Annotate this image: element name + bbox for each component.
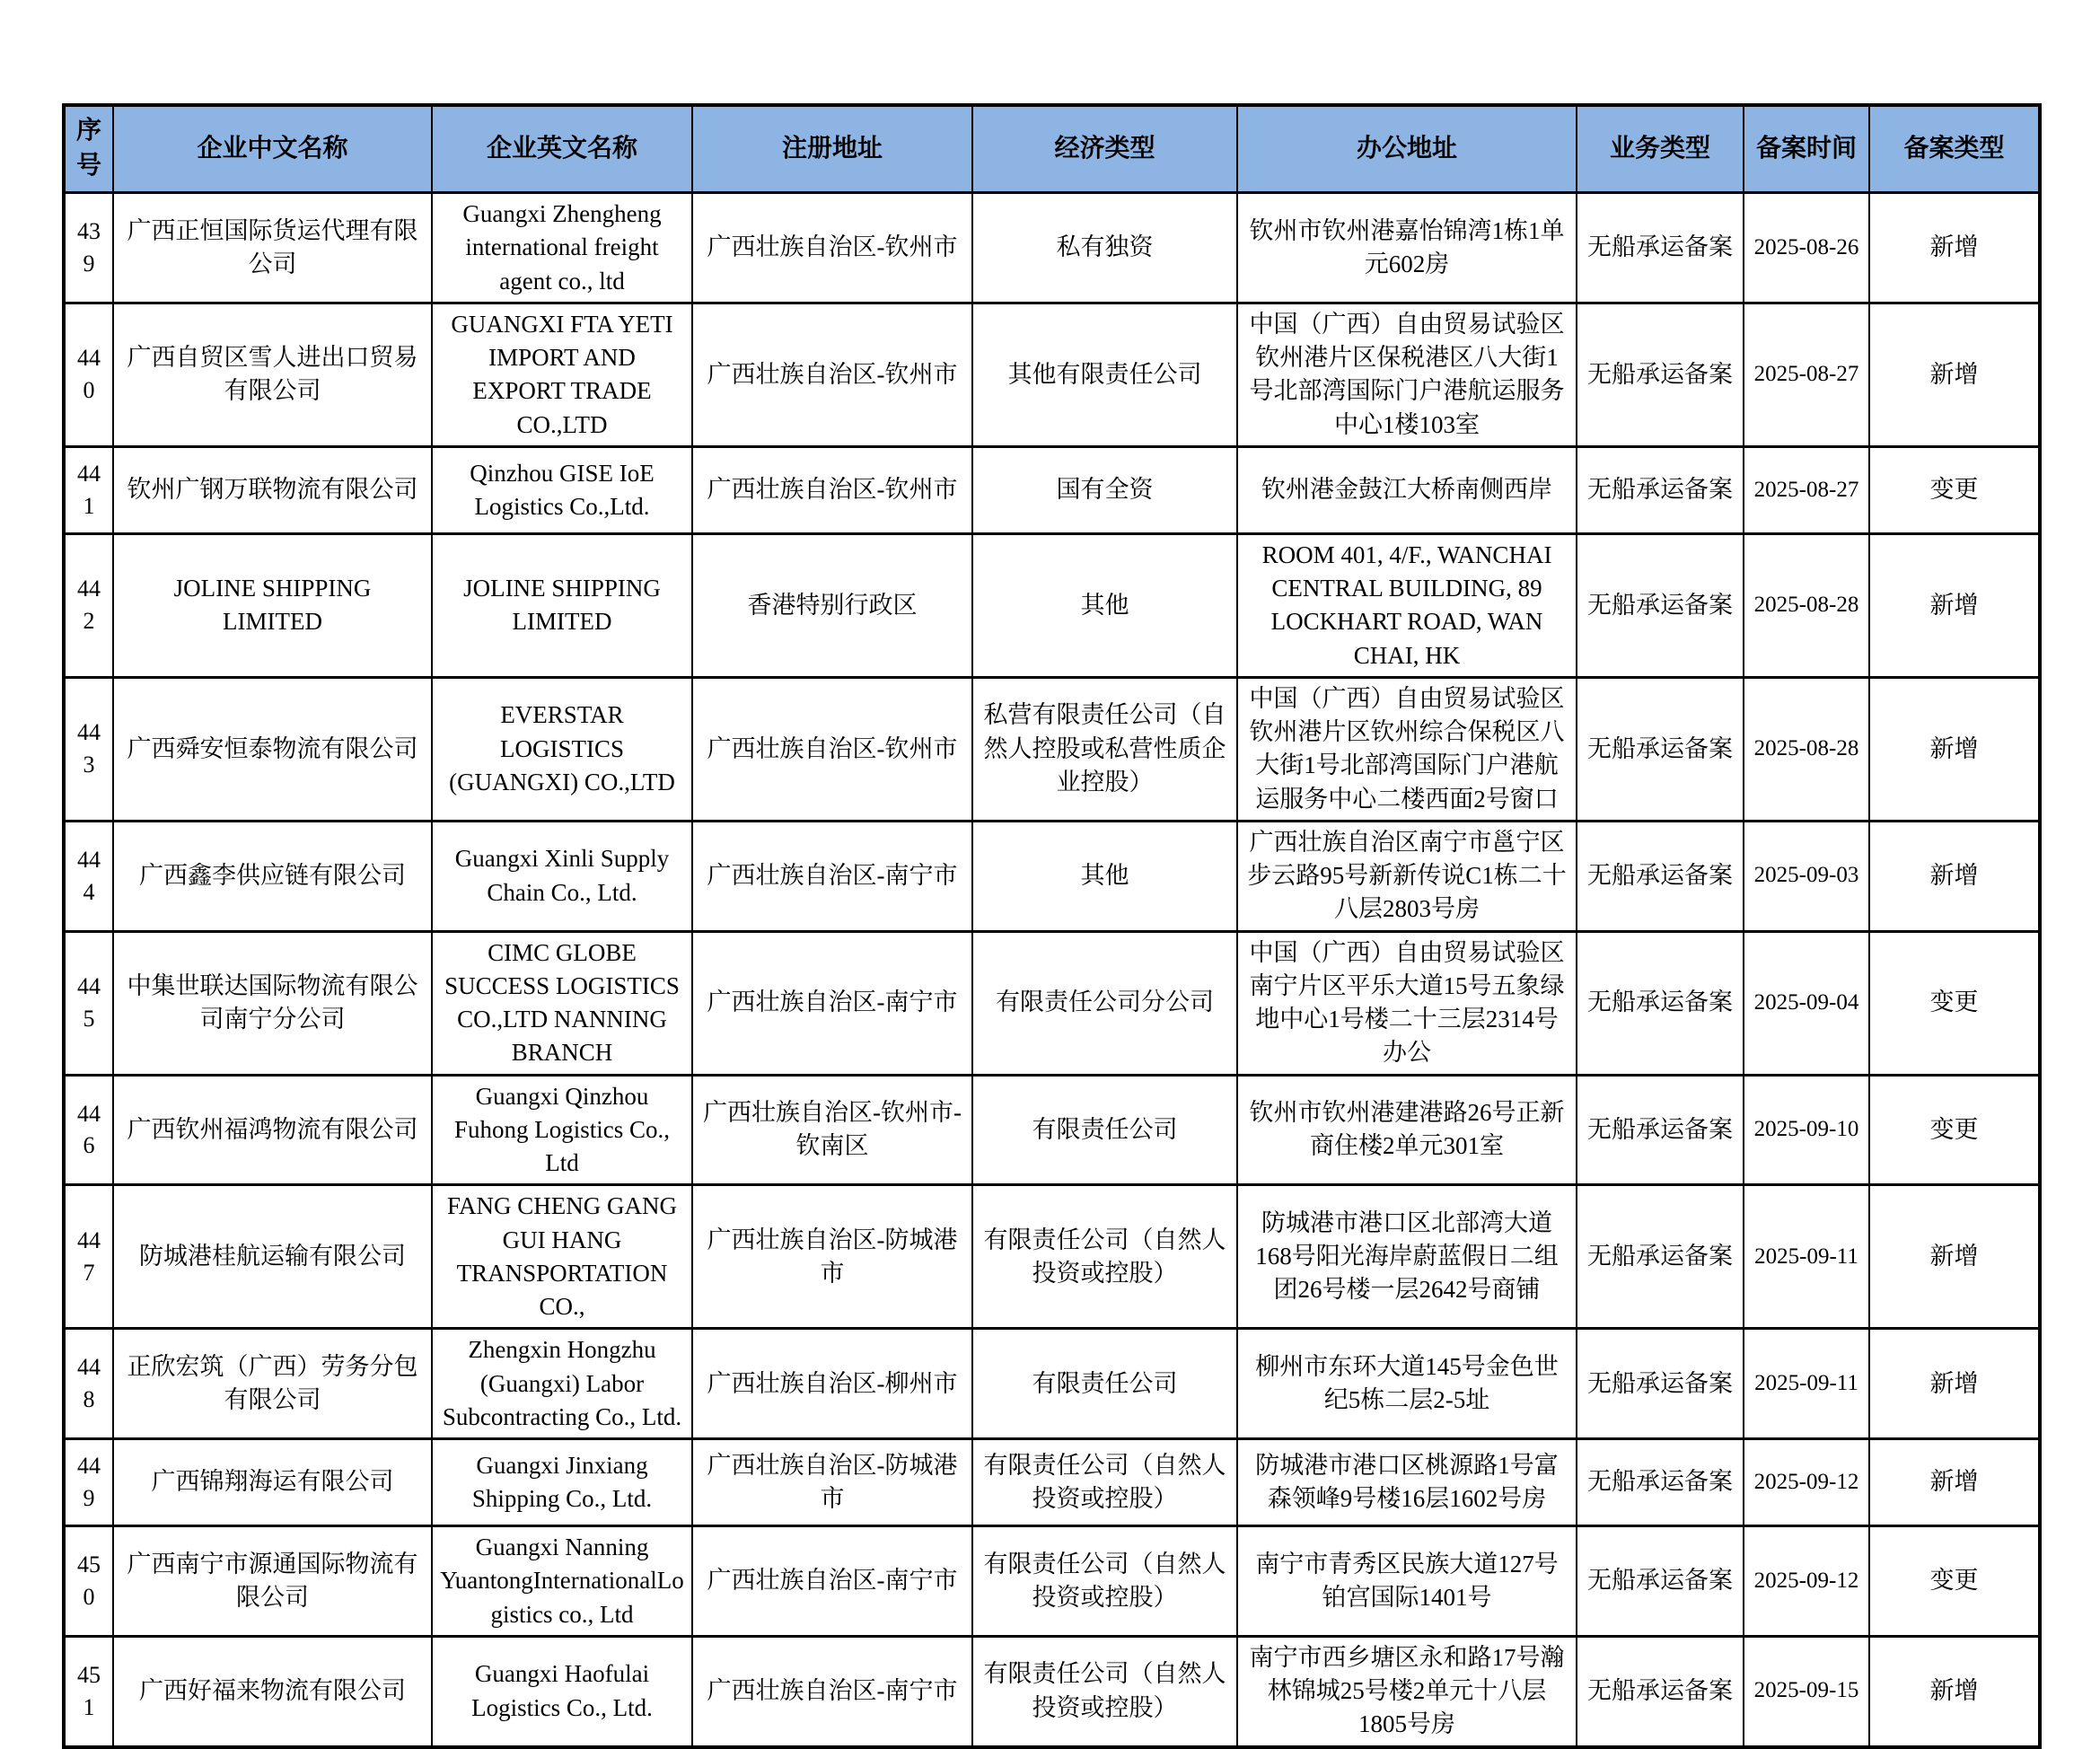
cell-filing-date: 2025-08-28 xyxy=(1744,677,1869,821)
cell-cn-name: 广西自贸区雪人进出口贸易有限公司 xyxy=(113,303,432,446)
cell-office-address: 柳州市东环大道145号金色世纪5栋二层2-5址 xyxy=(1237,1329,1577,1439)
cell-economic-type: 有限责任公司（自然人投资或控股） xyxy=(972,1439,1237,1526)
cell-en-name: FANG CHENG GANG GUI HANG TRANSPORTATION CO., xyxy=(432,1185,692,1329)
cell-reg-address: 广西壮族自治区-南宁市 xyxy=(692,1636,972,1746)
header-cell-reg-address: 注册地址 xyxy=(692,105,972,193)
cell-filing-type: 新增 xyxy=(1869,193,2040,303)
cell-filing-type: 变更 xyxy=(1869,1075,2040,1185)
cell-seq: 441 xyxy=(64,446,113,533)
cell-filing-type: 变更 xyxy=(1869,1526,2040,1637)
cell-cn-name: 广西鑫李供应链有限公司 xyxy=(113,821,432,931)
cell-office-address: 南宁市西乡塘区永和路17号瀚林锦城25号楼2单元十八层1805号房 xyxy=(1237,1636,1577,1746)
header-cell-business-type: 业务类型 xyxy=(1577,105,1744,193)
header-cell-cn-name: 企业中文名称 xyxy=(113,105,432,193)
cell-filing-type: 新增 xyxy=(1869,821,2040,931)
table-row xyxy=(64,931,2040,1075)
table-row xyxy=(64,303,2040,446)
cell-economic-type: 其他 xyxy=(972,533,1237,677)
cell-reg-address: 广西壮族自治区-钦州市 xyxy=(692,193,972,303)
cell-cn-name: 广西锦翔海运有限公司 xyxy=(113,1439,432,1526)
table-row xyxy=(64,821,2040,931)
cell-filing-date: 2025-09-03 xyxy=(1744,821,1869,931)
header-row xyxy=(64,105,2040,193)
cell-business-type: 无船承运备案 xyxy=(1577,1329,1744,1439)
cell-en-name: EVERSTAR LOGISTICS (GUANGXI) CO.,LTD xyxy=(432,677,692,821)
cell-filing-date: 2025-09-12 xyxy=(1744,1526,1869,1637)
cell-cn-name: 钦州广钢万联物流有限公司 xyxy=(113,446,432,533)
table-row xyxy=(64,446,2040,533)
cell-cn-name: 广西正恒国际货运代理有限公司 xyxy=(113,193,432,303)
cell-economic-type: 私有独资 xyxy=(972,193,1237,303)
cell-business-type: 无船承运备案 xyxy=(1577,931,1744,1075)
cell-en-name: Guangxi Jinxiang Shipping Co., Ltd. xyxy=(432,1439,692,1526)
table-row xyxy=(64,1526,2040,1637)
cell-office-address: 中国（广西）自由贸易试验区钦州港片区保税港区八大街1号北部湾国际门户港航运服务中心1楼103室 xyxy=(1237,303,1577,446)
cell-seq: 445 xyxy=(64,931,113,1075)
cell-en-name: JOLINE SHIPPING LIMITED xyxy=(432,533,692,677)
cell-filing-type: 新增 xyxy=(1869,677,2040,821)
header-cell-office-address: 办公地址 xyxy=(1237,105,1577,193)
cell-office-address: 广西壮族自治区南宁市邕宁区步云路95号新新传说C1栋二十八层2803号房 xyxy=(1237,821,1577,931)
cell-seq: 440 xyxy=(64,303,113,446)
cell-office-address: 中国（广西）自由贸易试验区钦州港片区钦州综合保税区八大街1号北部湾国际门户港航运服务中心二楼西面2号窗口 xyxy=(1237,677,1577,821)
cell-business-type: 无船承运备案 xyxy=(1577,1075,1744,1185)
cell-reg-address: 广西壮族自治区-南宁市 xyxy=(692,1526,972,1637)
cell-cn-name: 中集世联达国际物流有限公司南宁分公司 xyxy=(113,931,432,1075)
cell-reg-address: 广西壮族自治区-钦州市-钦南区 xyxy=(692,1075,972,1185)
cell-en-name: Guangxi Zhengheng international freight agent co., ltd xyxy=(432,193,692,303)
cell-filing-date: 2025-09-11 xyxy=(1744,1329,1869,1439)
cell-seq: 447 xyxy=(64,1185,113,1329)
cell-filing-date: 2025-08-27 xyxy=(1744,303,1869,446)
cell-economic-type: 有限责任公司（自然人投资或控股） xyxy=(972,1526,1237,1637)
cell-filing-date: 2025-09-10 xyxy=(1744,1075,1869,1185)
cell-cn-name: 广西钦州福鸿物流有限公司 xyxy=(113,1075,432,1185)
cell-business-type: 无船承运备案 xyxy=(1577,677,1744,821)
cell-seq: 446 xyxy=(64,1075,113,1185)
cell-business-type: 无船承运备案 xyxy=(1577,446,1744,533)
cell-reg-address: 广西壮族自治区-防城港市 xyxy=(692,1439,972,1526)
cell-seq: 443 xyxy=(64,677,113,821)
cell-filing-type: 新增 xyxy=(1869,1636,2040,1746)
cell-filing-date: 2025-08-27 xyxy=(1744,446,1869,533)
cell-filing-date: 2025-09-15 xyxy=(1744,1636,1869,1746)
cell-reg-address: 广西壮族自治区-南宁市 xyxy=(692,931,972,1075)
cell-economic-type: 其他 xyxy=(972,821,1237,931)
cell-office-address: 防城港市港口区桃源路1号富森领峰9号楼16层1602号房 xyxy=(1237,1439,1577,1526)
cell-en-name: Zhengxin Hongzhu (Guangxi) Labor Subcontracting Co., Ltd. xyxy=(432,1329,692,1439)
table-row xyxy=(64,193,2040,303)
cell-filing-type: 新增 xyxy=(1869,533,2040,677)
cell-economic-type: 有限责任公司（自然人投资或控股） xyxy=(972,1185,1237,1329)
cell-business-type: 无船承运备案 xyxy=(1577,1526,1744,1637)
cell-economic-type: 国有全资 xyxy=(972,446,1237,533)
nvocc-filing-table xyxy=(62,103,2042,1749)
cell-en-name: Guangxi Xinli Supply Chain Co., Ltd. xyxy=(432,821,692,931)
cell-reg-address: 广西壮族自治区-柳州市 xyxy=(692,1329,972,1439)
table-row xyxy=(64,1185,2040,1329)
cell-en-name: Guangxi Nanning YuantongInternationalLogistics co., Ltd xyxy=(432,1526,692,1637)
cell-filing-type: 变更 xyxy=(1869,446,2040,533)
cell-filing-date: 2025-09-04 xyxy=(1744,931,1869,1075)
cell-filing-type: 新增 xyxy=(1869,1439,2040,1526)
table-row xyxy=(64,1075,2040,1185)
cell-reg-address: 广西壮族自治区-钦州市 xyxy=(692,446,972,533)
cell-reg-address: 广西壮族自治区-钦州市 xyxy=(692,677,972,821)
cell-filing-date: 2025-09-11 xyxy=(1744,1185,1869,1329)
cell-cn-name: 防城港桂航运输有限公司 xyxy=(113,1185,432,1329)
cell-filing-type: 变更 xyxy=(1869,931,2040,1075)
cell-filing-date: 2025-08-28 xyxy=(1744,533,1869,677)
table-row xyxy=(64,1636,2040,1746)
header-cell-en-name: 企业英文名称 xyxy=(432,105,692,193)
cell-office-address: 钦州市钦州港建港路26号正新商住楼2单元301室 xyxy=(1237,1075,1577,1185)
cell-economic-type: 有限责任公司 xyxy=(972,1075,1237,1185)
cell-economic-type: 其他有限责任公司 xyxy=(972,303,1237,446)
cell-filing-type: 新增 xyxy=(1869,1185,2040,1329)
cell-seq: 449 xyxy=(64,1439,113,1526)
cell-seq: 450 xyxy=(64,1526,113,1637)
cell-filing-type: 新增 xyxy=(1869,303,2040,446)
cell-office-address: 防城港市港口区北部湾大道168号阳光海岸蔚蓝假日二组团26号楼一层2642号商铺 xyxy=(1237,1185,1577,1329)
document-page xyxy=(62,103,2042,1749)
cell-seq: 439 xyxy=(64,193,113,303)
cell-economic-type: 有限责任公司（自然人投资或控股） xyxy=(972,1636,1237,1746)
header-cell-economic-type: 经济类型 xyxy=(972,105,1237,193)
cell-office-address: 中国（广西）自由贸易试验区南宁片区平乐大道15号五象绿地中心1号楼二十三层2314号办公 xyxy=(1237,931,1577,1075)
cell-office-address: 钦州市钦州港嘉怡锦湾1栋1单元602房 xyxy=(1237,193,1577,303)
header-cell-seq: 序号 xyxy=(64,105,113,193)
cell-en-name: GUANGXI FTA YETI IMPORT AND EXPORT TRADE CO.,LTD xyxy=(432,303,692,446)
table-row xyxy=(64,533,2040,677)
cell-filing-date: 2025-09-12 xyxy=(1744,1439,1869,1526)
cell-business-type: 无船承运备案 xyxy=(1577,821,1744,931)
cell-business-type: 无船承运备案 xyxy=(1577,303,1744,446)
cell-filing-type: 新增 xyxy=(1869,1329,2040,1439)
table-row xyxy=(64,677,2040,821)
cell-office-address: ROOM 401, 4/F., WANCHAI CENTRAL BUILDING, 89 LOCKHART ROAD, WAN CHAI, HK xyxy=(1237,533,1577,677)
cell-office-address: 钦州港金鼓江大桥南侧西岸 xyxy=(1237,446,1577,533)
cell-en-name: Qinzhou GISE IoE Logistics Co.,Ltd. xyxy=(432,446,692,533)
cell-cn-name: 广西南宁市源通国际物流有限公司 xyxy=(113,1526,432,1637)
cell-cn-name: 广西好福来物流有限公司 xyxy=(113,1636,432,1746)
cell-business-type: 无船承运备案 xyxy=(1577,1439,1744,1526)
cell-business-type: 无船承运备案 xyxy=(1577,1185,1744,1329)
cell-cn-name: JOLINE SHIPPING LIMITED xyxy=(113,533,432,677)
cell-reg-address: 香港特别行政区 xyxy=(692,533,972,677)
cell-business-type: 无船承运备案 xyxy=(1577,533,1744,677)
cell-filing-date: 2025-08-26 xyxy=(1744,193,1869,303)
cell-economic-type: 私营有限责任公司（自然人控股或私营性质企业控股） xyxy=(972,677,1237,821)
cell-en-name: CIMC GLOBE SUCCESS LOGISTICS CO.,LTD NANNING BRANCH xyxy=(432,931,692,1075)
cell-seq: 444 xyxy=(64,821,113,931)
cell-reg-address: 广西壮族自治区-防城港市 xyxy=(692,1185,972,1329)
cell-business-type: 无船承运备案 xyxy=(1577,1636,1744,1746)
cell-reg-address: 广西壮族自治区-钦州市 xyxy=(692,303,972,446)
table-row xyxy=(64,1329,2040,1439)
table-row xyxy=(64,1439,2040,1526)
cell-economic-type: 有限责任公司分公司 xyxy=(972,931,1237,1075)
cell-cn-name: 广西舜安恒泰物流有限公司 xyxy=(113,677,432,821)
header-cell-filing-date: 备案时间 xyxy=(1744,105,1869,193)
cell-cn-name: 正欣宏筑（广西）劳务分包有限公司 xyxy=(113,1329,432,1439)
cell-economic-type: 有限责任公司 xyxy=(972,1329,1237,1439)
cell-reg-address: 广西壮族自治区-南宁市 xyxy=(692,821,972,931)
cell-en-name: Guangxi Haofulai Logistics Co., Ltd. xyxy=(432,1636,692,1746)
header-cell-filing-type: 备案类型 xyxy=(1869,105,2040,193)
cell-business-type: 无船承运备案 xyxy=(1577,193,1744,303)
cell-office-address: 南宁市青秀区民族大道127号铂宫国际1401号 xyxy=(1237,1526,1577,1637)
cell-seq: 442 xyxy=(64,533,113,677)
cell-seq: 451 xyxy=(64,1636,113,1746)
cell-en-name: Guangxi Qinzhou Fuhong Logistics Co., Ltd xyxy=(432,1075,692,1185)
cell-seq: 448 xyxy=(64,1329,113,1439)
